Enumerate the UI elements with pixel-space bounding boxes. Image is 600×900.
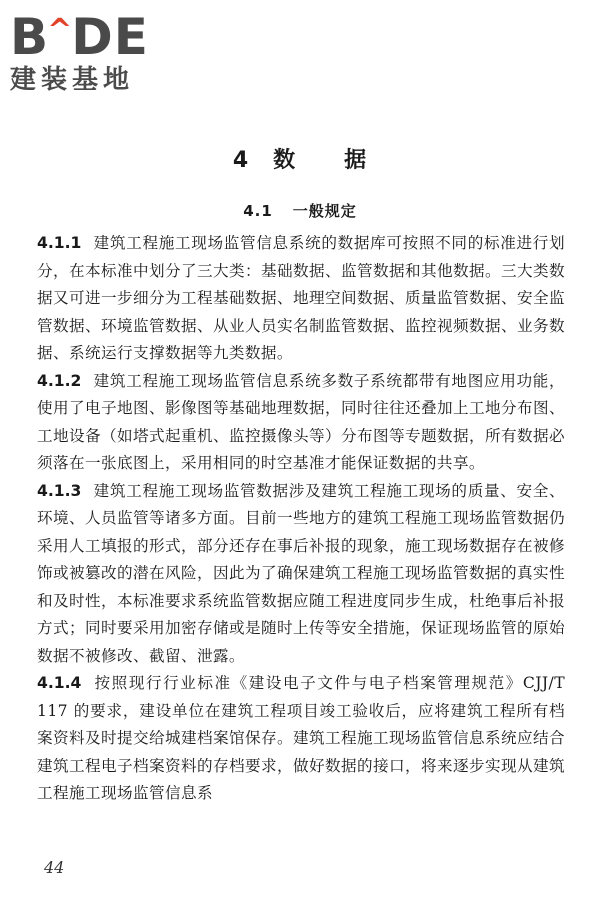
paragraph-number: 4.1.3 <box>37 481 82 500</box>
page-number: 44 <box>44 858 65 877</box>
logo-latin-text <box>10 6 180 66</box>
logo-letter-b: B <box>10 8 50 66</box>
paragraph-4-1-1 <box>37 230 565 368</box>
paragraph-text: 建筑工程施工现场监管信息系统的数据库可按照不同的标准进行划分，在本标准中划分了三大类：基础数据、监管数据和其他数据。三大类数据又可进一步细分为工程基础数据、地理空间数据、质量监管数据、安全监管数据、环境监管数据、从业人员实名制监管数据、监控视频数据、业务数据、系统运行支撑数据等九类数据。 <box>37 234 565 362</box>
section-title <box>0 200 600 221</box>
logo-chinese-text: 建装基地 <box>10 65 135 95</box>
chapter-title <box>0 143 600 174</box>
paragraph-number: 4.1.2 <box>37 371 82 390</box>
logo-accent-mark: ^ <box>47 13 74 48</box>
paragraph-text: 按照现行行业标准《建设电子文件与电子档案管理规范》CJJ/T 117 的要求，建设单位在建筑工程项目竣工验收后，应将建筑工程所有档案资料及时提交给城建档案馆保存。建筑工程施工现场监管信息系统应结合建筑工程电子档案资料的存档要求，做好数据的接口，将来逐步实现从建筑工程施工现场监管信息系 <box>37 674 565 802</box>
paragraph-4-1-4 <box>37 670 565 808</box>
paragraph-number: 4.1.1 <box>37 234 82 252</box>
logo-letters-de: DE <box>71 8 149 66</box>
paragraph-text: 建筑工程施工现场监管数据涉及建筑工程施工现场的质量、安全、环境、人员监管等诸多方面。目前一些地方的建筑工程施工现场监管数据仍采用人工填报的形式，部分还存在事后补报的现象，施工现场数据存在被修饰或被篡改的潜在风险，因此为了确保建筑工程施工现场监管数据的真实性和及时性，本标准要求系统监管数据应随工程进度同步生成，杜绝事后补报方式；同时要采用加密存储或是随时上传等安全措施，保证现场监管的原始数据不被修改、截留、泄露。 <box>37 481 565 665</box>
paragraph-4-1-3 <box>37 478 565 671</box>
body-text <box>37 230 565 808</box>
publisher-logo <box>10 6 180 96</box>
paragraph-4-1-2 <box>37 368 565 478</box>
paragraph-number: 4.1.4 <box>37 674 82 692</box>
paragraph-text: 建筑工程施工现场监管信息系统多数子系统都带有地图应用功能，使用了电子地图、影像图等基础地理数据，同时往往还叠加上工地分布图、工地设备（如塔式起重机、监控摄像头等）分布图等专题数据，所有数据必须落在一张底图上，采用相同的时空基准才能保证数据的共享。 <box>37 371 565 472</box>
section-number: 4.1 <box>243 202 273 220</box>
chapter-title-part2: 据 <box>344 148 368 173</box>
chapter-number: 4 <box>232 148 250 173</box>
chapter-title-part1: 数 <box>273 148 297 173</box>
section-title-text: 一般规定 <box>292 202 357 220</box>
